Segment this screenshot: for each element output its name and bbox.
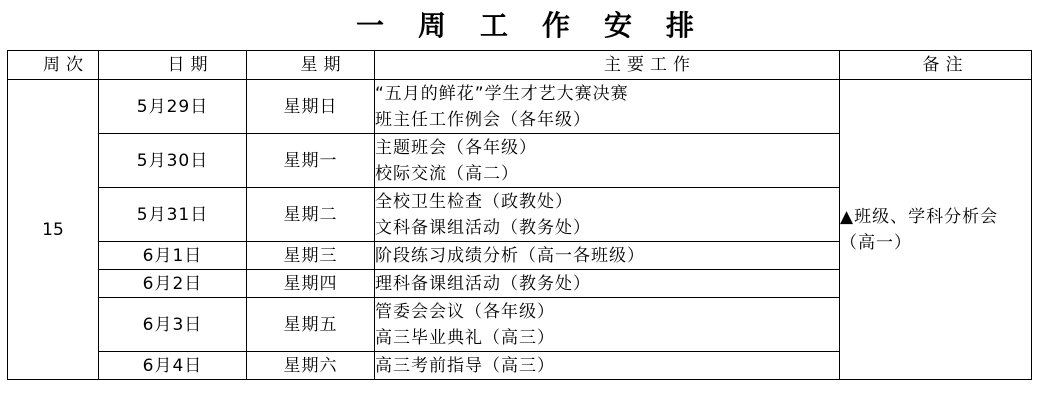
day-cell: 星期四 [247,270,375,298]
date-cell: 6月1日 [99,242,247,270]
date-cell: 5月31日 [99,188,247,242]
header-date: 日期 [99,51,247,80]
day-cell: 星期二 [247,188,375,242]
work-item: 班主任工作例会（各年级） [375,109,591,130]
header-week: 周次 [8,51,99,80]
work-item: 理科备课组活动（教务处） [375,273,591,294]
work-cell [375,80,840,134]
work-cell [375,188,840,242]
page-title: 一周工作安排 [355,9,728,42]
work-item: 管委会会议（各年级） [375,301,555,322]
work-cell [375,134,840,188]
work-item: 校际交流（高二） [375,163,519,184]
weekly-schedule-table [7,50,1032,380]
work-cell [375,298,840,352]
work-item: 全校卫生检查（政教处） [375,191,573,212]
header-note: 备注 [840,51,1032,80]
work-item: 文科备课组活动（教务处） [375,217,591,238]
day-cell: 星期一 [247,134,375,188]
work-item: 阶段练习成绩分析（高一各班级） [375,245,645,266]
header-day: 星期 [247,51,375,80]
work-item: 主题班会（各年级） [375,137,537,158]
note-cell: ▲班级、学科分析会（高一） [840,80,1032,380]
table-row [8,80,1032,134]
date-cell: 5月29日 [99,80,247,134]
date-cell: 6月2日 [99,270,247,298]
date-cell: 5月30日 [99,134,247,188]
work-cell [375,242,840,270]
day-cell: 星期五 [247,298,375,352]
work-item: 高三考前指导（高三） [375,355,555,376]
header-row [8,51,1032,80]
week-number: 15 [8,80,99,380]
day-cell: 星期日 [247,80,375,134]
work-item: 高三毕业典礼（高三） [375,327,555,348]
day-cell: 星期六 [247,352,375,380]
day-cell: 星期三 [247,242,375,270]
header-work: 主要工作 [375,51,840,80]
work-cell [375,352,840,380]
date-cell: 6月4日 [99,352,247,380]
work-cell [375,270,840,298]
work-item: “五月的鲜花”学生才艺大赛决赛 [375,83,629,104]
date-cell: 6月3日 [99,298,247,352]
